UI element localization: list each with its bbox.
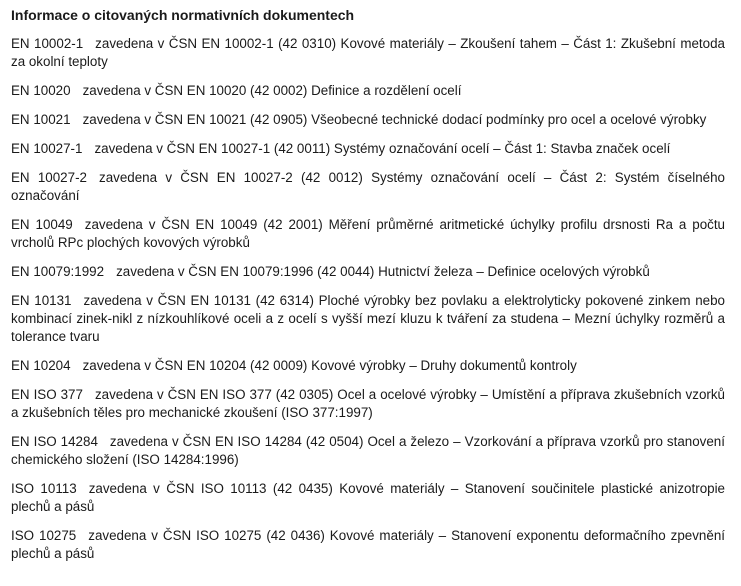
standard-code: EN ISO 14284: [11, 434, 98, 449]
reference-entry: [11, 169, 725, 205]
standard-code: EN 10021: [11, 112, 71, 127]
standard-description: zavedena v ČSN ISO 10113 (42 0435) Kovové materiály – Stanovení součinitele plastické anizotropie plechů a pásů: [11, 481, 726, 514]
standard-description: zavedena v ČSN ISO 10275 (42 0436) Kovové materiály – Stanovení exponentu deformačního zpevnění plechů a pásů: [11, 528, 725, 561]
reference-entry: [11, 82, 725, 100]
reference-entry: [11, 527, 725, 563]
standard-description: zavedena v ČSN EN 10020 (42 0002) Definice a rozdělení ocelí: [82, 83, 462, 98]
reference-entry: [11, 35, 725, 71]
standard-description: zavedena v ČSN EN ISO 377 (42 0305) Ocel a ocelové výrobky – Umístění a příprava zkušebních vzorků a zkušebních těles pro mechanické zkoušení (ISO 377:1997): [11, 387, 725, 420]
standard-code: EN 10079:1992: [11, 264, 105, 279]
reference-entry: [11, 140, 725, 158]
standard-code: EN 10027-2: [11, 170, 87, 185]
standard-description: zavedena v ČSN EN 10027-1 (42 0011) Systémy označování ocelí – Část 1: Stavba značek ocelí: [94, 141, 671, 156]
standard-description: zavedena v ČSN EN ISO 14284 (42 0504) Ocel a železo – Vzorkování a příprava vzorků pro stanovení chemického složení (ISO 14284:1996): [11, 434, 725, 467]
standard-description: zavedena v ČSN EN 10131 (42 6314) Ploché výrobky bez povlaku a elektrolyticky pokovené zinkem nebo kombinací zinek-nikl z nízkouhlíkové oceli a z ocelí s vyšší mezí kluzu k tváření za studena – Mezní úchylky rozměrů a tolerance tvaru: [11, 293, 725, 344]
reference-entry: [11, 480, 725, 516]
standard-description: zavedena v ČSN EN 10049 (42 2001) Měření průměrné aritmetické úchylky profilu drsnosti Ra a počtu vrcholů RPc plochých kovových výrobků: [11, 217, 726, 250]
standard-code: EN ISO 377: [11, 387, 83, 402]
reference-entry: [11, 263, 725, 281]
standard-code: EN 10020: [11, 83, 71, 98]
standard-description: zavedena v ČSN EN 10204 (42 0009) Kovové výrobky – Druhy dokumentů kontroly: [82, 358, 577, 373]
standard-code: EN 10027-1: [11, 141, 83, 156]
reference-entry: [11, 433, 725, 469]
standard-description: zavedena v ČSN EN 10027-2 (42 0012) Systémy označování ocelí – Část 2: Systém číselného označování: [11, 170, 726, 203]
standard-code: EN 10002-1: [11, 36, 84, 51]
standard-code: ISO 10113: [11, 481, 77, 496]
section-title: Informace o citovaných normativních dokumentech: [11, 7, 355, 23]
standard-description: zavedena v ČSN EN 10079:1996 (42 0044) Hutnictví železa – Definice ocelových výrobků: [116, 264, 650, 279]
standard-code: EN 10204: [11, 358, 71, 373]
reference-entry: [11, 292, 725, 346]
standard-description: zavedena v ČSN EN 10002-1 (42 0310) Kovové materiály – Zkoušení tahem – Část 1: Zkušební metoda za okolní teploty: [11, 36, 725, 69]
reference-entry: [11, 111, 725, 129]
reference-entry: [11, 386, 725, 422]
standard-code: EN 10049: [11, 217, 73, 232]
standard-description: zavedena v ČSN EN 10021 (42 0905) Všeobecné technické dodací podmínky pro ocel a ocelové výrobky: [82, 112, 707, 127]
reference-entry: [11, 216, 725, 252]
reference-entry: [11, 357, 725, 375]
standard-code: ISO 10275: [11, 528, 77, 543]
standard-code: EN 10131: [11, 293, 72, 308]
